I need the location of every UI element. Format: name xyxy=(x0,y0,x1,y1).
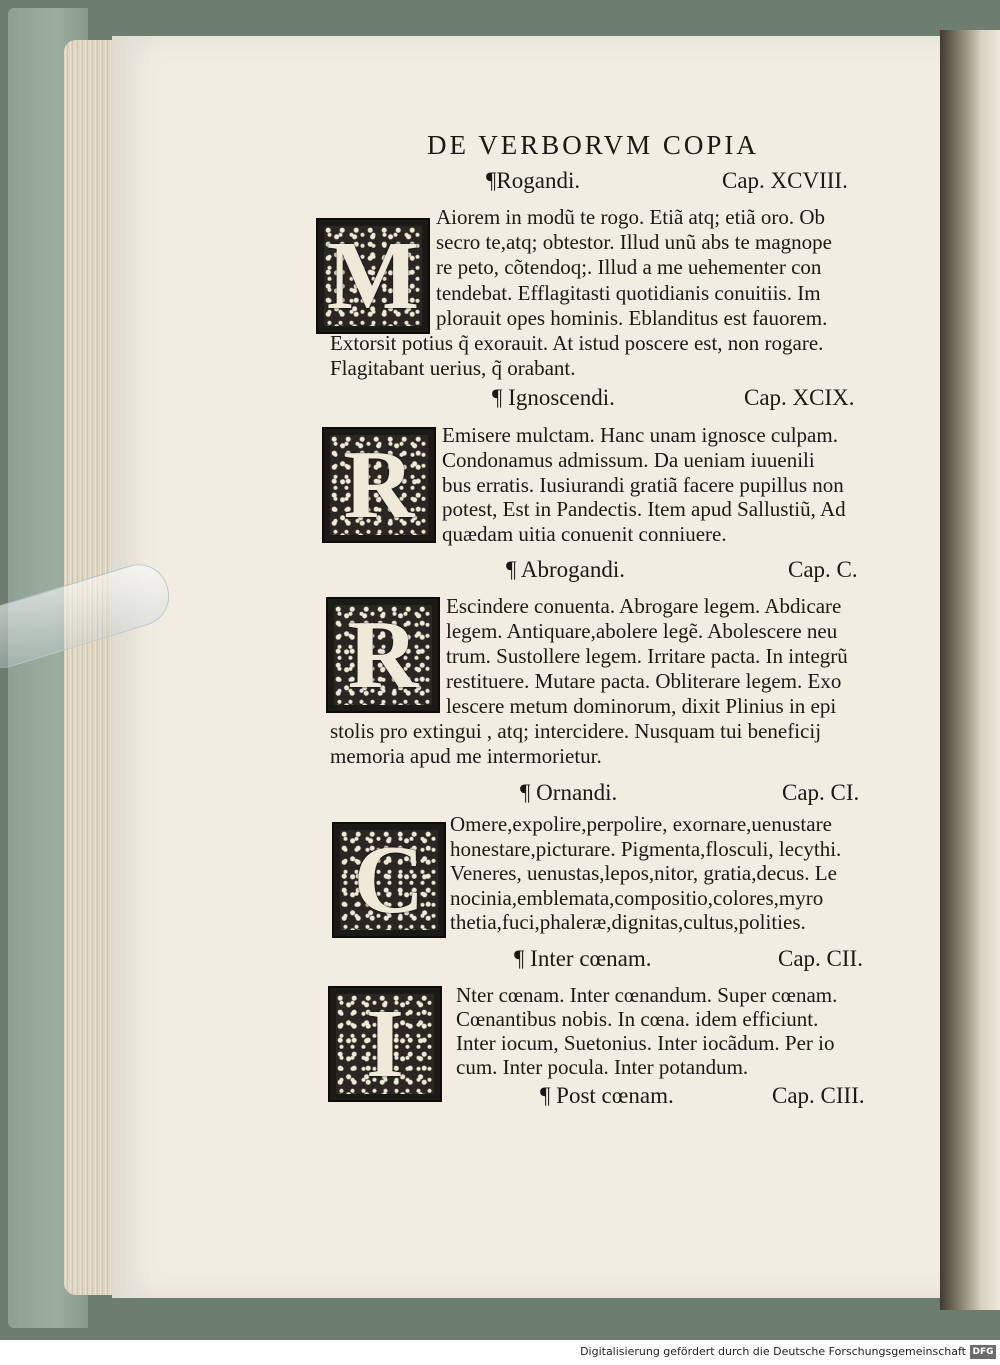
text-line: Veneres, uenustas,lepos,nitor, gratia,decus. Le xyxy=(450,861,837,885)
chapter-heading xyxy=(540,1083,940,1113)
text-line: nocinia,emblemata,compositio,colores,myro xyxy=(450,886,824,910)
text-line: Escindere conuenta. Abrogare legem. Abdicare xyxy=(446,594,842,618)
text-line: Aiorem in modũ te rogo. Etiã atq; etiã oro. Ob xyxy=(436,205,825,229)
text-line: thetia,fuci,phaleræ,dignitas,cultus,polities. xyxy=(450,910,806,934)
text-line: restituere. Mutare pacta. Obliterare legem. Exo xyxy=(446,669,842,693)
chapter-number: Cap. XCVIII. xyxy=(722,168,848,193)
chapter-number: Cap. CI. xyxy=(782,780,860,805)
text-line: Emisere mulctam. Hanc unam ignosce culpam. xyxy=(442,423,838,447)
text-line: bus erratis. Iusiurandi gratiã facere pupillus non xyxy=(442,473,844,497)
text-line: Nter cœnam. Inter cœnandum. Super cœnam. xyxy=(456,983,838,1007)
chapter-number: Cap. C. xyxy=(788,557,858,582)
initial-letter: R xyxy=(343,431,415,539)
text-line: plorauit opes hominis. Eblanditus est fauorem. xyxy=(436,306,828,330)
text-line: Flagitabant uerius, q̃ orabant. xyxy=(330,356,576,380)
text-line: honestare,picturare. Pigmenta,flosculi, lecythi. xyxy=(450,837,842,861)
decorated-initial xyxy=(316,218,430,334)
initial-letter: I xyxy=(365,990,405,1098)
initial-letter: R xyxy=(347,601,419,709)
text-line: Extorsit potius q̃ exorauit. At istud poscere est, non rogare. xyxy=(330,331,824,355)
decorated-initial xyxy=(322,427,436,543)
text-line: trum. Sustollere legem. Irritare pacta. In integrũ xyxy=(446,644,848,668)
book-gutter xyxy=(940,30,1000,1310)
text-line: Condonamus admissum. Da ueniam iuuenili xyxy=(442,448,815,472)
footer-bar xyxy=(0,1340,1000,1365)
chapter-heading xyxy=(520,780,920,810)
decorated-initial xyxy=(328,986,442,1102)
text-line: Inter iocum, Suetonius. Inter iocãdum. Per io xyxy=(456,1031,835,1055)
chapter-heading xyxy=(486,168,886,198)
chapter-heading xyxy=(514,946,914,976)
text-line: Cœnantibus nobis. In cœna. idem efficiunt. xyxy=(456,1007,819,1031)
text-line: memoria apud me intermorietur. xyxy=(330,744,602,768)
decorated-initial xyxy=(332,822,446,938)
page-edges xyxy=(64,40,114,1295)
chapter-heading xyxy=(492,385,892,415)
chapter-number: Cap. CII. xyxy=(778,946,863,971)
initial-letter: C xyxy=(353,826,425,934)
running-head: DE VERBORVM COPIA xyxy=(427,130,759,160)
text-line: Omere,expolire,perpolire, exornare,uenustare xyxy=(450,812,832,836)
text-line: quædam uitia conuenit conniuere. xyxy=(442,522,727,546)
chapter-number: Cap. CIII. xyxy=(772,1083,865,1108)
chapter-title: ¶Rogandi. xyxy=(486,168,581,193)
chapter-title: ¶ Post cœnam. xyxy=(540,1083,674,1108)
digitization-credit: Digitalisierung gefördert durch die Deutsche Forschungsgemeinschaft xyxy=(580,1345,966,1358)
initial-letter: M xyxy=(326,222,420,330)
chapter-title: ¶ Ornandi. xyxy=(520,780,618,805)
chapter-title: ¶ Abrogandi. xyxy=(506,557,626,582)
text-line: secro te,atq; obtestor. Illud unũ abs te magnope xyxy=(436,230,832,254)
text-line: cum. Inter pocula. Inter potandum. xyxy=(456,1055,749,1079)
decorated-initial xyxy=(326,597,440,713)
chapter-heading xyxy=(506,557,906,587)
chapter-title: ¶ Ignoscendi. xyxy=(492,385,615,410)
text-line: potest, Est in Pandectis. Item apud Sallustiũ, Ad xyxy=(442,497,846,521)
dfg-logo: DFG xyxy=(970,1345,996,1359)
text-line: lescere metum dominorum, dixit Plinius in epi xyxy=(446,694,837,718)
text-line: tendebat. Efflagitasti quotidianis conuitiis. Im xyxy=(436,281,821,305)
text-line: legem. Antiquare,abolere legẽ. Abolescere neu xyxy=(446,619,838,643)
chapter-number: Cap. XCIX. xyxy=(744,385,855,410)
text-line: stolis pro extingui , atq; intercidere. Nusquam tui beneficij xyxy=(330,719,822,743)
chapter-title: ¶ Inter cœnam. xyxy=(514,946,652,971)
text-line: re peto, cõtendoq;. Illud a me uehementer con xyxy=(436,255,822,279)
